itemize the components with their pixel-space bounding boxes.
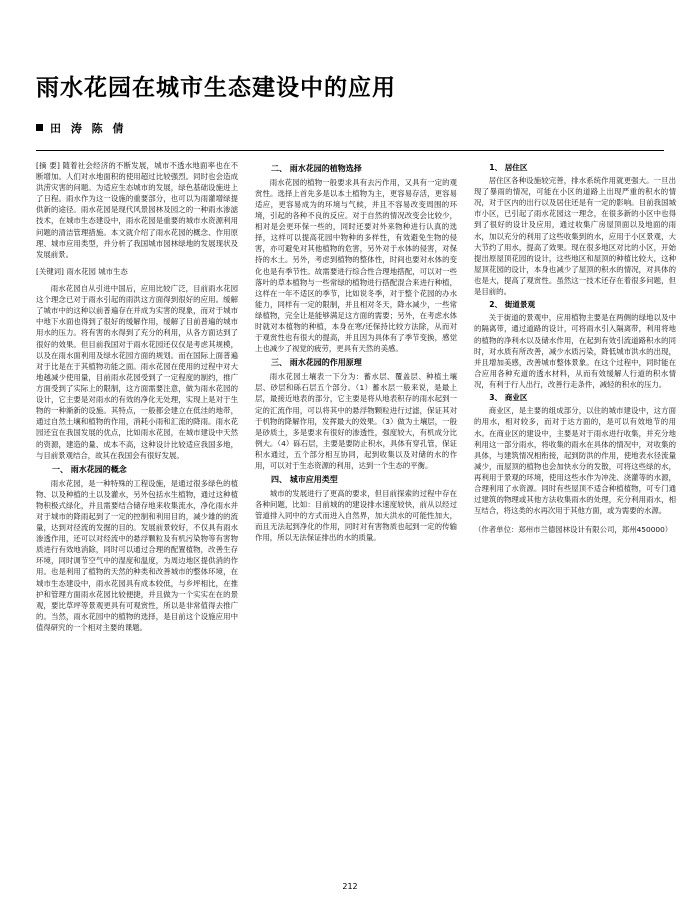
section-1-paragraph: 雨水花园，是一种特殊的工程设施，是通过很多绿色的植物、以及种植的土以及灌水，另外包括水生植物，通过这种植物积极式绿化，并且需要结合储存地来收集流水，净化雨水并对于城市的降雨起到了一定的控制和利用目的，减少雄的的流量，达到对径流的发掘的目的。发展前景较好，不仅具有雨水渗透作用，还可以对经流中的悬浮颗粒及有机污染物等有害物质进行有效地消除，同时可以通过合理的配置植物，改善生存环境，同时调节空气中的湿度和温度，为周边地区提供消的作用。也是利用了植物的天然的种类和改善城市的整体环境，在城市生态建设中，雨水花园具有成本较低，与乡坪相比，在推护和管理方面雨水花园比较便捷，并且做为一个实实在在的景观，要比草坪等景观更具有可观赏性，所以是非常值得去推广的。当然，雨水花园中的植物的选择，是目前这个设施应用中值得研究的一个相对主要的课题。: [36, 478, 238, 632]
abstract-block: [36, 160, 238, 260]
authors-row: [36, 120, 664, 136]
header-divider: [36, 150, 664, 151]
three-column-body: [36, 160, 676, 635]
intro-paragraph: 雨水花园自从引进中国后，应用比较广泛，目前雨水花园这个理念已对于雨水引起的雨洪这方面得到很好的应用。缓解了城市中的这种以前普遍存在并成为实害的现象，而对于城市中地下水面也得到了很好的缓解作用，缓解了目前普遍的城市用水的压力。将有害的水得到了充分的利用，从各方面达到了很好的效果。但目前我国对于雨水花园还仅仅是考虑其规模，以及在雨水面利用及绿水花园方面的规划。而在国际上面普遍对于比是在于其植物功能之面。雨水花园在使用的过程中对大地越减少使用量，目前雨水花园受到了一定程度的制约，推广方面受到了实际上的限制，这方面需要注意，做为雨水花园的设计，它主要是对雨水的有效的净化无处理，实现上是对于生物的一种渐新的设施。其特点，一般都会建立在低洼的地带，通过自然土壤和植物的作用，消耗小雨和汇流的降雨。雨水花园还宜在我国发展的优点，比如雨水花园，在城市建设中天然的资源，建造的量、成本不高，这种设计比较适应我国多地，与目前景观结合，故其在我国会有很好发展。: [36, 283, 238, 460]
subsection-street-paragraph: 关于街道的景观中，应用植物主要是在两侧的绿地以及中的隔离带，通过道路的设计，可将雨水引入隔离带，利用将地的植物的净利水以及储水作用，在起到有效引流道路积水的同时，对水质有所改善，减少水质污染，降低城市洪水的出现，并且增加美感，改善城市整体景象。在这个过程中，同时能在合应用各种充道的透水材料，从而有效缓解人行道的积水情况，有利于行人出行，改善行走条件，减轻的积水的压力。: [474, 313, 676, 390]
column-2: [255, 160, 457, 546]
author-marker-icon: [36, 124, 43, 131]
section-2-paragraph: 雨水花园的植物一般要求具有去污作用，又具有一定的观赏性。选择上首先多是以本土植物为主，更容易存活，更容易适应，更容易成为的环境与气候，并且不容易改变周围的环境，引起的各种不良的反应。对于自然的情况改变会比较少，相对是会更环保一些的，同时还要对外来物种进行认真的选择，这样可以提高花园中物种的多样性，有效避免生物的侵害，亦可避免对其他植物的危害，另外对于水体的侵害，对保持的水土。另外，考虑到植物的整体性，时间也要对水体的变化也是有季节性。故需要进行综合性合理地搭配，可以对一些落叶的草本植物与一些常绿的植物进行搭配混合来进行种植，这样在一年不适区的季节，比如说冬季，对于整个花园的办水能力，同样有一定的限制，并且相对冬天，降水减少，一些常绿植物，完全让是能够满足这方面的需要；另外，在考虑水体时就对本植物的种植，本身在寒/还保持比较方法除，从而对于观赏性也有很大的提高，并且因为具体有了季节变换，感觉上也减少了视觉的疲劳，更具有天然的美感。: [255, 177, 457, 354]
section-4-paragraph: 城市的发展进行了更高的要求，但目前探索的过程中存在各种问题，比如：目前城的的建设排水速度较快，前从以经过管道排入同中的方式而进入自然界，加大洪水的可能性加大，而且无法起到净化的作用，同时对有害物质也起到一定的传输作用，所以无法保证排出的水的质量。: [255, 489, 457, 543]
column-3: [474, 160, 676, 538]
column-1: [36, 160, 238, 635]
subsection-residential-paragraph: 居住区各种设施较完善，排水系统作用就更强大。一旦出现了暴雨的情况，可能在小区的道路上出现严重的积水的情况，对于区内的出行以及居住还是有一定的影响。目前我国城市小区，已引起了雨水花园这一理念，在很多新的小区中也得到了很好的设计及应用，通过收集广房屋顶面以及地面的雨水，加以充分的利用了这些收集到的水，应用于小区景观，大大节约了用水，提高了效果。现在很多地区对比的小区，开始提出原屋顶花园的设计，这些地区和屋顶的种植比较大，这种屋顶花园的设计，本身也减少了屋顶的积水的情况，对具体的也是大，提高了观赏性。虽然这一技术还存在着很多问题，但是目前的。: [474, 176, 676, 297]
abstract-label: [摘 要]: [36, 160, 60, 170]
page-number: 212: [342, 882, 358, 891]
subsection-heading-street: 2、 街道景观: [489, 300, 536, 310]
section-heading-2: 二、 雨水花园的植物选择: [271, 163, 362, 173]
subsection-heading-residential: 1、 居住区: [489, 162, 528, 172]
section-heading-4: 四、 城市应用类型: [271, 475, 338, 485]
subsection-heading-commercial: 3、 商业区: [489, 393, 528, 403]
affiliation: （作者单位：郑州市兰德园林设计有限公司，郑州450000）: [474, 525, 673, 535]
keywords-label: [关键词]: [36, 266, 64, 276]
section-heading-3: 三、 雨水花园的作用原理: [271, 358, 362, 368]
subsection-commercial-paragraph: 商业区，是主要的组成部分，以住的城市建设中，这方面的用水，相对较多，而对于达方面的，是可以有效地节的用水。在商业区的建设中，主要是对于雨水进行收集，并充分地利用这一部分雨水，将收集的雨水在具体的情况中，对收集的具体，与建筑情况相衔接，起到防洪的作用，使地表水径流量减少，而屋顶的植物也会加快水分的发散，可将这些绿的水，再利用于景观的环境，使用这些水作为冲洗、浇灌等的水源，合理利用了水资源。同时有些屋顶不适合种植植物，可专门通过建筑的物理或其他方法收集雨水的处理，充分利用雨水，相互结合，将这类的水再次用于其他方面，或为需要的水源。: [474, 406, 676, 516]
section-3-paragraph: 雨水花园土壤表一下分为：蓄水层、覆盖层、种植土壤层、砂层和砾石层五个部分。（1）蓄水层一般来说，是最上层，最接近地表的部分，它主要是将从地表积存的雨水起到一定的汇流作用，可以将其中的悬浮物颗粒进行过滤，保证其对于机物的降解作用，发挥最大的效果。（3）做为土壤层，一般是砂质土，多是要求有很好的渗透性，强度较大，有机成分比例大。（4）砾石层，主要是要防止积水，具体有穿孔管，保证积水通过，五个部分相互协同，起到收集以及对储的水的作用，可以对于生态资源的利用，达到一个生态的平衡。: [255, 372, 457, 471]
page-title: 雨水花园在城市生态建设中的应用: [36, 75, 396, 101]
abstract-text: 随着社会经济的不断发展，城市不透水地面率也在不断增加。人们对水地面积的使用超过比较强烈。同时也会造成洪涝灾害的问题。为适应生态城市的发展，绿色基础设施进上了日程。雨水作为这一设施的重要部分，也可以为雨灌增绿提供新的途径。雨水花园是现代风景园林及园之的一种雨水渗滤技术，在城市生态建设中，雨水花园是重要的城市水资源利用问题的清洁管理措施。本文就介绍了雨水花园的概念、作用原理、城市应用类型，并分析了我国城市园林绿地的发展现状及发展前景。: [36, 160, 238, 259]
keywords-text: 雨水花园 城市生态: [66, 266, 128, 276]
section-heading-1: 一、 雨水花园的概念: [52, 464, 127, 474]
authors: 田 涛 陈 倩: [50, 121, 127, 135]
keywords-block: [36, 266, 238, 277]
